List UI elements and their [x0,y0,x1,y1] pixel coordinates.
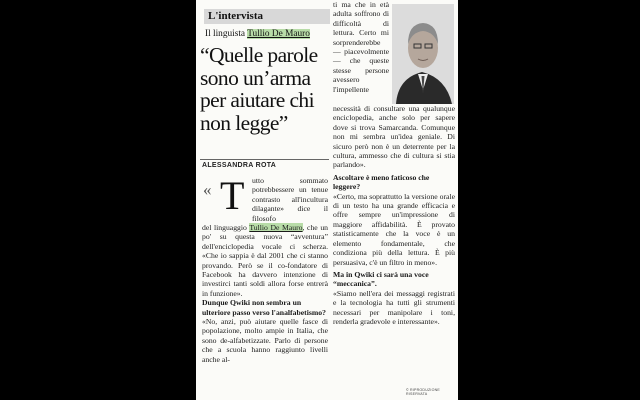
question-3: Ma in Qwiki ci sarà una voce “meccanica”. [333,269,429,289]
answer-2: «Certo, ma soprattutto la versione orale di un testo ha una grande efficacia e offre sempre un'impressione di maggiore affidabilità. È provato statisticamente che la voce è un elemento fondamentale, che condiziona più della lettura. È più persuasiva, c'è un filtro in meno». [333,191,455,267]
question-2: Ascoltare è meno faticoso che leggere? [333,172,430,192]
question-1: Dunque Qwiki non sembra un ulteriore passo verso l'analfabetismo? [202,298,326,317]
byline: ALESSANDRA ROTA [202,162,277,169]
lead-prefix: Il linguista [205,29,248,39]
portrait-photo [392,4,454,104]
portrait-figure [392,4,454,104]
lead-line [205,29,310,39]
paragraph-body: necessità di consultare una qualunque enciclopedia, anche solo per sapere dove si trova Samarcanda. Comunque non mi sembra un'idea geniale. Di sicuro però non è un deterrente per la cultura, ammesso che di cultura si stia parlando». [333,104,455,170]
paragraph-intro: del linguaggio Tullio De Mauro, che un po' su questa nuova “avventura” dell'enciclopedia vocale ci scherza. «Che io sappia è dal 2001 che ci stanno provando. Però se il co-fondatore di Facebook ha davvero intenzione di investirci tanti soldi allora forse entrerà in funzione». [202,223,329,298]
column-2 [333,104,455,326]
paragraph-continuation: ti ma che in età adulta soffrono di difficoltà di lettura. Certo mi sorprenderebbe — piacevolmente — che queste stesse persone avessero l'impellente [333,0,389,94]
column-2-top [333,0,389,94]
opening-guillemet: « [203,180,212,199]
copyright-notice: © RIPRODUZIONE RISERVATA [406,388,440,396]
column-1-opening [252,176,328,223]
drop-cap: T [220,173,245,218]
section-label: L'intervista [204,9,330,24]
newspaper-clipping [196,0,458,400]
highlighted-name: Tullio De Mauro [249,223,303,232]
answer-3: «Siamo nell'era dei messaggi registrati e la tecnologia ha tutti gli strumenti necessari per manipolare i toni, renderla gradevole e interessante». [333,288,455,326]
answer-1: «No, anzi, può aiutare quelle fasce di popolazione, molto ampie in Italia, che sono de-alfabetizzate. Parlo di persone che a scuola hanno raggiunto livelli anche al- [202,317,328,364]
opening-paragraph: utto sommato potrebbessere un tenue contrasto all'incultura dilagante» dice il filosofo [252,176,328,223]
headline: “Quelle parole sono un’arma per aiutare chi non legge” [200,43,318,135]
headline-divider [200,159,329,160]
highlighted-name: Tullio De Mauro [247,29,310,39]
column-1 [202,223,328,364]
